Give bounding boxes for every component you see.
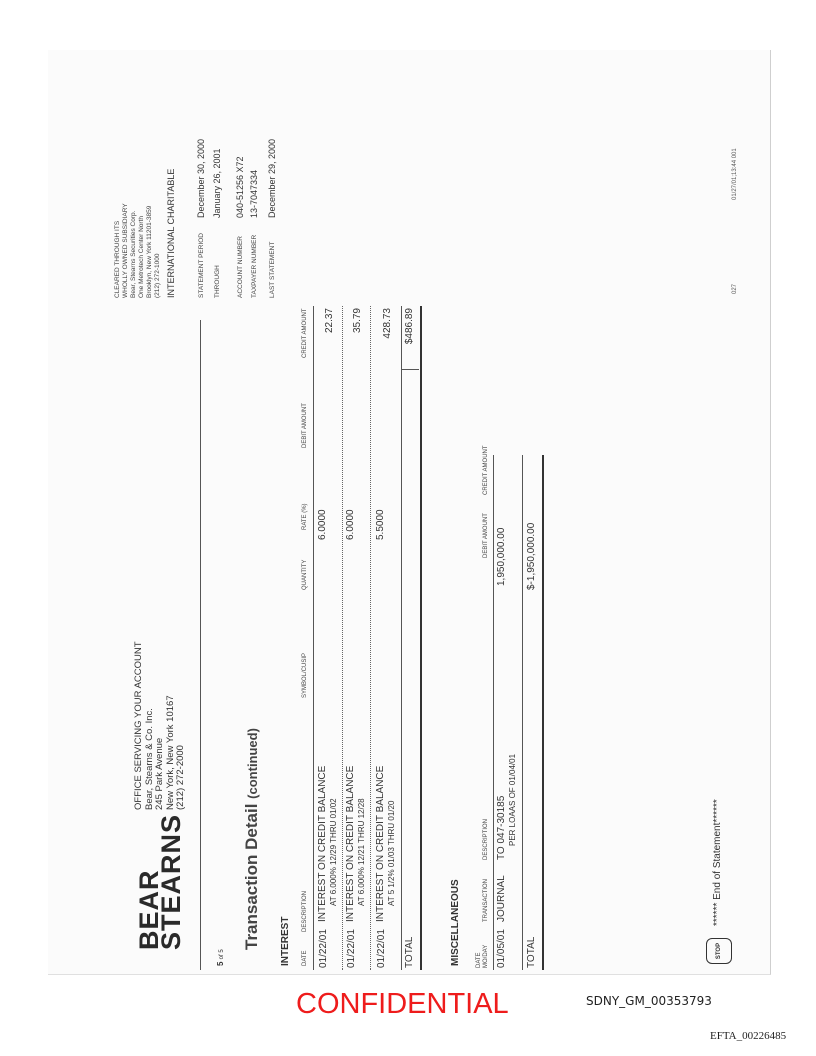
bear-stearns-logo xyxy=(134,813,186,950)
misc-header-rule xyxy=(493,455,494,970)
interest-total-credit: $486.89 xyxy=(404,308,415,345)
scanned-statement-sheet xyxy=(48,50,771,975)
misc-col-date-top: DATE xyxy=(476,952,482,968)
account-number-label: ACCOUNT NUMBER xyxy=(237,236,244,298)
footer-code: 027 xyxy=(732,283,738,294)
interest-col-quantity: QUANTITY xyxy=(302,559,308,590)
row-divider xyxy=(342,306,343,970)
interest-row-credit: 22.37 xyxy=(324,308,335,334)
misc-col-credit: CREDIT AMOUNT xyxy=(483,445,489,495)
efta-number: EFTA_00226485 xyxy=(710,1030,787,1042)
interest-row-description: INTEREST ON CREDIT BALANCE xyxy=(345,765,356,922)
office-line: 245 Park Avenue xyxy=(154,737,165,810)
misc-col-description: DESCRIPTION xyxy=(483,818,489,860)
misc-bottom-rule xyxy=(542,455,544,970)
office-line: New York, New York 10167 xyxy=(164,695,176,810)
through-label: THROUGH xyxy=(214,265,221,298)
page-title xyxy=(242,728,262,950)
last-statement-value: December 29, 2000 xyxy=(267,138,277,218)
interest-row-detail: AT 6.000% 12/21 THRU 12/28 xyxy=(357,798,366,906)
stop-label: STOP xyxy=(716,942,722,960)
interest-row-credit: 428.73 xyxy=(382,308,393,339)
misc-col-date: MO/DAY xyxy=(483,944,489,968)
continued-label: (continued) xyxy=(245,728,260,799)
page-number-current: 5 xyxy=(216,961,225,966)
interest-col-debit: DEBIT AMOUNT xyxy=(302,403,308,448)
end-of-statement: ****** End of Statement****** xyxy=(712,799,723,926)
taxpayer-number-value: 13-7047334 xyxy=(249,169,259,218)
clearing-line: Bear, Stearns Securities Corp. xyxy=(130,210,137,298)
misc-row-description: TO 047-30185 xyxy=(496,795,507,860)
interest-row-detail: AT 6.000% 12/29 THRU 01/02 xyxy=(329,798,338,906)
interest-row-date: 01/22/01 xyxy=(346,929,357,968)
misc-row-debit: 1,950,000.00 xyxy=(496,527,507,586)
confidential-stamp: CONFIDENTIAL xyxy=(296,988,509,1020)
clearing-line: CLEARED THROUGH ITS xyxy=(114,220,121,298)
interest-total-label: TOTAL xyxy=(404,936,415,968)
interest-col-date: DATE xyxy=(302,950,308,966)
misc-col-debit: DEBIT AMOUNT xyxy=(483,513,489,558)
interest-row-detail: AT 5 1/2% 01/03 THRU 01/20 xyxy=(387,800,396,906)
interest-col-symbol: SYMBOL/CUSIP xyxy=(302,652,308,698)
interest-row-description: INTEREST ON CREDIT BALANCE xyxy=(375,765,386,922)
interest-row-rate: 6.0000 xyxy=(345,509,356,540)
bates-number: SDNY_GM_00353793 xyxy=(586,994,712,1008)
misc-row-detail: PER LOAAS OF 01/04/01 xyxy=(508,753,517,846)
interest-row-rate: 5.5000 xyxy=(375,509,386,540)
footer-timestamp: 01/27/01;13:44 001 xyxy=(732,148,738,200)
interest-row-credit: 35.79 xyxy=(352,308,363,334)
interest-col-rate: RATE (%) xyxy=(302,503,308,530)
taxpayer-number-label: TAXPAYER NUMBER xyxy=(251,234,258,298)
transaction-detail-title: Transaction Detail xyxy=(242,803,261,950)
interest-row-date: 01/22/01 xyxy=(376,929,387,968)
statement-period-label: STATEMENT PERIOD xyxy=(198,232,205,298)
interest-col-description: DESCRIPTION xyxy=(302,890,308,932)
rotated-statement-page xyxy=(108,90,748,970)
interest-row-description: INTEREST ON CREDIT BALANCE xyxy=(317,765,328,922)
account-number-value: 040-51256 X72 xyxy=(235,156,245,218)
logo-line-2: STEARNS xyxy=(156,813,186,950)
interest-row-rate: 6.0000 xyxy=(317,509,328,540)
misc-row-date: 01/05/01 xyxy=(496,929,507,968)
interest-header-rule xyxy=(313,306,314,970)
interest-bottom-rule xyxy=(420,306,422,970)
account-name: INTERNATIONAL CHARITABLE xyxy=(166,168,176,298)
page-number xyxy=(216,949,225,966)
row-divider xyxy=(370,306,371,970)
misc-total-debit: $-1,950,000.00 xyxy=(526,522,537,590)
clearing-line: (212) 272-1000 xyxy=(154,253,161,298)
clearing-line: Brooklyn, New York 11201-3859 xyxy=(146,205,153,298)
interest-section-heading: INTEREST xyxy=(280,916,291,966)
last-statement-label: LAST STATEMENT xyxy=(269,241,276,298)
office-line: Bear, Stearns & Co. Inc. xyxy=(143,708,155,810)
stop-sign-icon xyxy=(706,938,732,964)
statement-period-value: December 30, 2000 xyxy=(196,138,206,218)
clearing-line: WHOLLY OWNED SUBSIDIARY xyxy=(122,203,129,298)
header-divider xyxy=(200,320,201,970)
clearing-line: One Metrotech Center North xyxy=(138,215,145,298)
misc-total-rule xyxy=(522,455,523,970)
interest-total-rule xyxy=(401,306,402,970)
misc-col-transaction: TRANSACTION xyxy=(483,878,489,922)
interest-col-credit: CREDIT AMOUNT xyxy=(302,308,308,358)
misc-section-heading: MISCELLANEOUS xyxy=(450,879,461,966)
misc-row-transaction: JOURNAL xyxy=(496,875,507,922)
page-number-total: of 5 xyxy=(219,949,225,960)
clearing-address-block xyxy=(114,203,162,298)
office-line: OFFICE SERVICING YOUR ACCOUNT xyxy=(133,641,144,810)
interest-row-date: 01/22/01 xyxy=(318,929,329,968)
misc-total-label: TOTAL xyxy=(526,936,537,968)
through-value: January 26, 2001 xyxy=(212,148,222,218)
logo-line-1: BEAR xyxy=(134,869,164,950)
office-address-block xyxy=(134,641,187,810)
office-line: (212) 272-2000 xyxy=(175,745,186,810)
